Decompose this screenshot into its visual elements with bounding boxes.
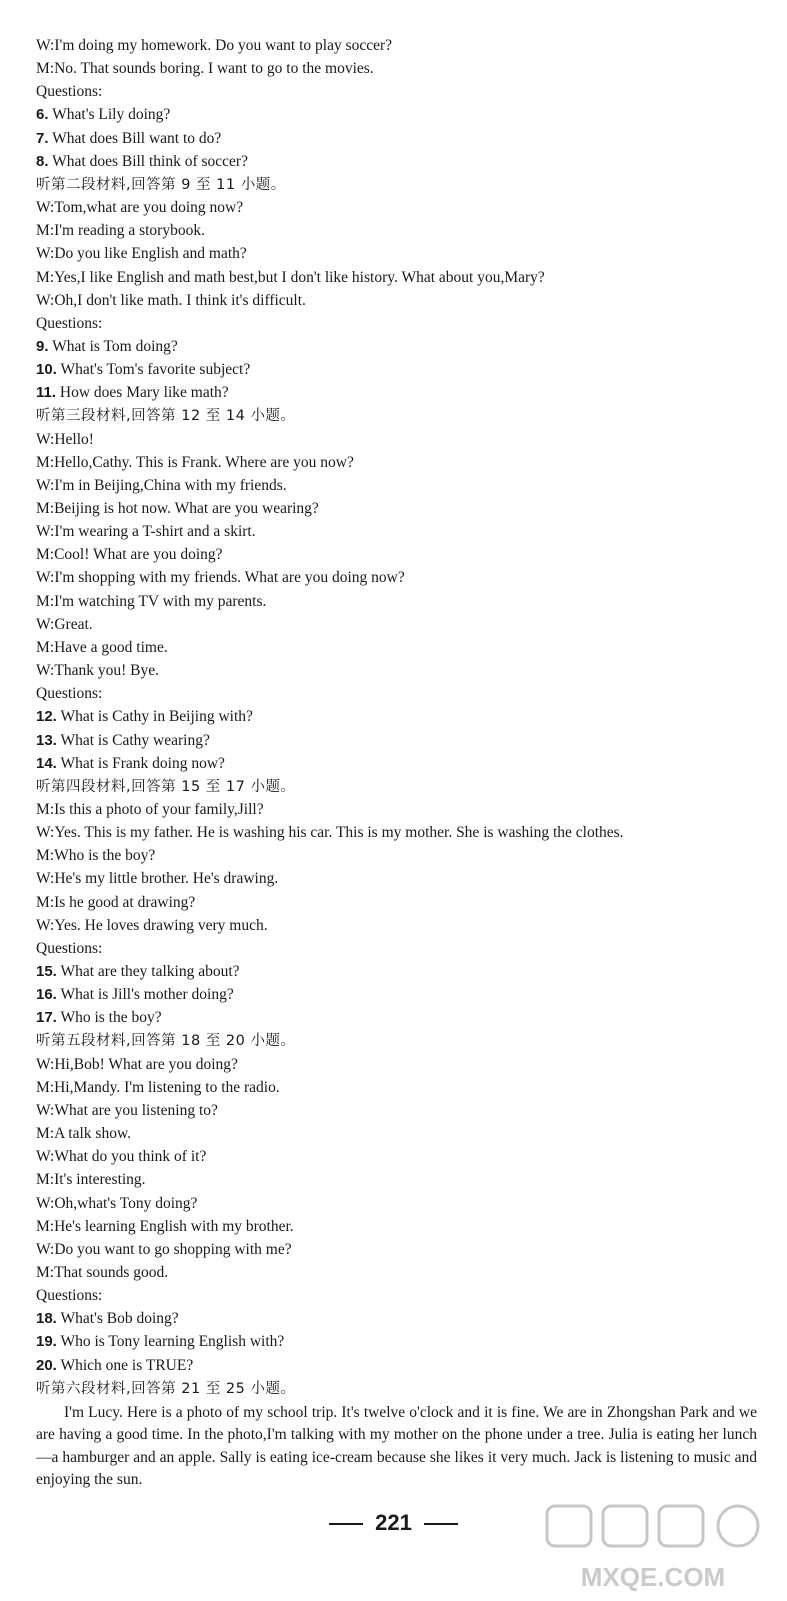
dialogue-line <box>36 429 757 451</box>
line-text: Which one is TRUE? <box>60 1356 194 1374</box>
question-number: 7. <box>36 129 49 147</box>
line-text: M:Cool! What are you doing? <box>36 546 223 564</box>
line-text: W:Do you want to go shopping with me? <box>36 1240 292 1258</box>
site-watermark-logo <box>533 1500 773 1596</box>
dialogue-line <box>36 1077 757 1099</box>
question-line <box>36 961 757 983</box>
line-text: M:Have a good time. <box>36 638 168 656</box>
dialogue-line <box>36 290 757 312</box>
line-text: M:Hi,Mandy. I'm listening to the radio. <box>36 1078 280 1096</box>
dialogue-line <box>36 220 757 242</box>
line-text: M:Is this a photo of your family,Jill? <box>36 800 264 818</box>
line-text: W:Thank you! Bye. <box>36 662 159 680</box>
line-text: Questions: <box>36 939 103 957</box>
line-text: W:I'm wearing a T-shirt and a skirt. <box>36 523 256 541</box>
dialogue-line <box>36 1239 757 1261</box>
question-number: 10. <box>36 361 57 379</box>
page-number-dash-right <box>424 1523 458 1525</box>
dialogue-line <box>36 567 757 589</box>
question-number: 6. <box>36 106 49 124</box>
dialogue-line <box>36 1123 757 1145</box>
line-text: M:That sounds good. <box>36 1263 169 1281</box>
line-text: W:Hi,Bob! What are you doing? <box>36 1055 238 1073</box>
dialogue-line <box>36 845 757 867</box>
section-heading <box>36 174 757 196</box>
line-text: 听第五段材料,回答第 18 至 20 小题。 <box>36 1033 296 1050</box>
question-line <box>36 1007 757 1029</box>
line-text: M:I'm watching TV with my parents. <box>36 592 267 610</box>
question-line <box>36 1308 757 1330</box>
question-number: 11. <box>36 384 57 402</box>
question-line <box>36 984 757 1006</box>
dialogue-line <box>36 1216 757 1238</box>
dialogue-line <box>36 591 757 613</box>
line-text: What are they talking about? <box>60 963 240 980</box>
line-text: Questions: <box>36 685 103 703</box>
dialogue-line <box>36 35 757 57</box>
line-text: What does Bill think of soccer? <box>52 152 248 170</box>
line-text: 听第三段材料,回答第 12 至 14 小题。 <box>36 408 296 425</box>
line-text: W:Do you like English and math? <box>36 245 247 263</box>
dialogue-line <box>36 938 757 960</box>
question-line <box>36 706 757 728</box>
question-number: 20. <box>36 1356 57 1374</box>
line-text: W:Yes. He loves drawing very much. <box>36 916 268 934</box>
question-line <box>36 151 757 173</box>
section-heading <box>36 405 757 427</box>
question-line <box>36 128 757 150</box>
page-number-text: 221 <box>375 1510 412 1535</box>
dialogue-line <box>36 1285 757 1307</box>
line-text: W:Oh,I don't like math. I think it's difficult. <box>36 291 306 309</box>
dialogue-line <box>36 683 757 705</box>
line-text: 听第二段材料,回答第 9 至 11 小题。 <box>36 176 286 193</box>
line-text: 听第六段材料,回答第 21 至 25 小题。 <box>36 1380 296 1397</box>
line-text: M:No. That sounds boring. I want to go to the movies. <box>36 60 374 78</box>
question-line <box>36 336 757 358</box>
line-text: W:Yes. This is my father. He is washing his car. This is my mother. She is washing the clothes. <box>36 824 624 842</box>
line-text: How does Mary like math? <box>59 384 229 402</box>
question-line <box>36 359 757 381</box>
dialogue-line <box>36 1100 757 1122</box>
dialogue-line <box>36 1054 757 1076</box>
page-number-dash-left <box>329 1523 363 1525</box>
line-text: What's Tom's favorite subject? <box>60 361 251 379</box>
question-number: 19. <box>36 1333 57 1351</box>
line-text: What's Lily doing? <box>52 106 171 124</box>
dialogue-line <box>36 243 757 265</box>
dialogue-line <box>36 915 757 937</box>
passage-paragraph: I'm Lucy. Here is a photo of my school trip. It's twelve o'clock and it is fine. We are in Zhongshan Park and we are having a good time. In the photo,I'm talking with my mother on the phone under a tree. Julia is eating her lunch—a hamburger and an apple. Sally is eating ice-cream because she likes it very much. Jack is listening to music and enjoying the sun. <box>36 1403 757 1489</box>
dialogue-line <box>36 197 757 219</box>
dialogue-line <box>36 799 757 821</box>
line-text: What is Cathy wearing? <box>60 731 210 749</box>
line-text: What's Bob doing? <box>60 1310 179 1328</box>
line-text: M:Yes,I like English and math best,but I don't like history. What about you,Mary? <box>36 268 545 286</box>
line-text: W:What are you listening to? <box>36 1101 218 1119</box>
section-heading <box>36 1030 757 1052</box>
dialogue-line <box>36 313 757 335</box>
dialogue-line <box>36 614 757 636</box>
dialogue-line <box>36 452 757 474</box>
line-text: M:He's learning English with my brother. <box>36 1217 294 1235</box>
line-text: W:What do you think of it? <box>36 1148 207 1166</box>
line-text: What is Cathy in Beijing with? <box>60 708 253 726</box>
question-number: 15. <box>36 963 57 980</box>
section-heading <box>36 1378 757 1400</box>
dialogue-line <box>36 1169 757 1191</box>
question-number: 18. <box>36 1310 57 1328</box>
dialogue-line <box>36 544 757 566</box>
line-text: M:A talk show. <box>36 1125 132 1143</box>
line-text: What is Jill's mother doing? <box>60 986 234 1004</box>
dialogue-line <box>36 822 757 844</box>
line-text: W:I'm shopping with my friends. What are you doing now? <box>36 569 405 587</box>
line-text: Questions: <box>36 83 103 101</box>
line-text: M:Beijing is hot now. What are you wearing? <box>36 500 319 517</box>
question-number: 8. <box>36 152 49 170</box>
watermark-text: MXQE.COM <box>580 1562 726 1592</box>
question-line <box>36 382 757 404</box>
line-text: Who is the boy? <box>60 1009 162 1027</box>
dialogue-line <box>36 521 757 543</box>
question-line <box>36 730 757 752</box>
question-number: 12. <box>36 708 57 726</box>
dialogue-line <box>36 1193 757 1215</box>
dialogue-line <box>36 868 757 890</box>
question-number: 16. <box>36 986 57 1004</box>
question-line <box>36 104 757 126</box>
line-text: What does Bill want to do? <box>52 129 222 147</box>
line-text: What is Tom doing? <box>52 337 178 355</box>
question-number: 17. <box>36 1009 57 1027</box>
dialogue-line <box>36 1262 757 1284</box>
dialogue-line <box>36 267 757 289</box>
line-text: W:Tom,what are you doing now? <box>36 199 244 217</box>
question-line <box>36 1355 757 1377</box>
question-line <box>36 753 757 775</box>
dialogue-line <box>36 81 757 103</box>
dialogue-line <box>36 498 757 520</box>
line-text: Questions: <box>36 314 103 332</box>
line-text: M:Hello,Cathy. This is Frank. Where are you now? <box>36 453 354 471</box>
dialogue-line <box>36 1146 757 1168</box>
section-heading <box>36 776 757 798</box>
line-text: W:I'm in Beijing,China with my friends. <box>36 476 287 494</box>
line-text: W:He's my little brother. He's drawing. <box>36 870 279 888</box>
line-text: M:Who is the boy? <box>36 847 156 865</box>
question-number: 13. <box>36 731 57 749</box>
question-number: 14. <box>36 754 57 772</box>
line-text: M:It's interesting. <box>36 1171 146 1189</box>
line-text: Questions: <box>36 1287 103 1305</box>
line-text: M:I'm reading a storybook. <box>36 222 205 240</box>
line-text: W:Hello! <box>36 430 94 448</box>
dialogue-line <box>36 475 757 497</box>
line-text: W:I'm doing my homework. Do you want to play soccer? <box>36 37 393 54</box>
dialogue-line <box>36 58 757 80</box>
dialogue-line <box>36 660 757 682</box>
question-line <box>36 1331 757 1353</box>
line-text: M:Is he good at drawing? <box>36 893 196 911</box>
dialogue-line <box>36 892 757 914</box>
line-text: W:Great. <box>36 615 93 633</box>
line-text: W:Oh,what's Tony doing? <box>36 1194 198 1212</box>
line-text: 听第四段材料,回答第 15 至 17 小题。 <box>36 778 296 795</box>
line-text: Who is Tony learning English with? <box>60 1333 285 1351</box>
dialogue-line <box>36 637 757 659</box>
watermark-svg <box>533 1500 773 1596</box>
question-number: 9. <box>36 337 49 355</box>
line-text: What is Frank doing now? <box>60 754 225 772</box>
